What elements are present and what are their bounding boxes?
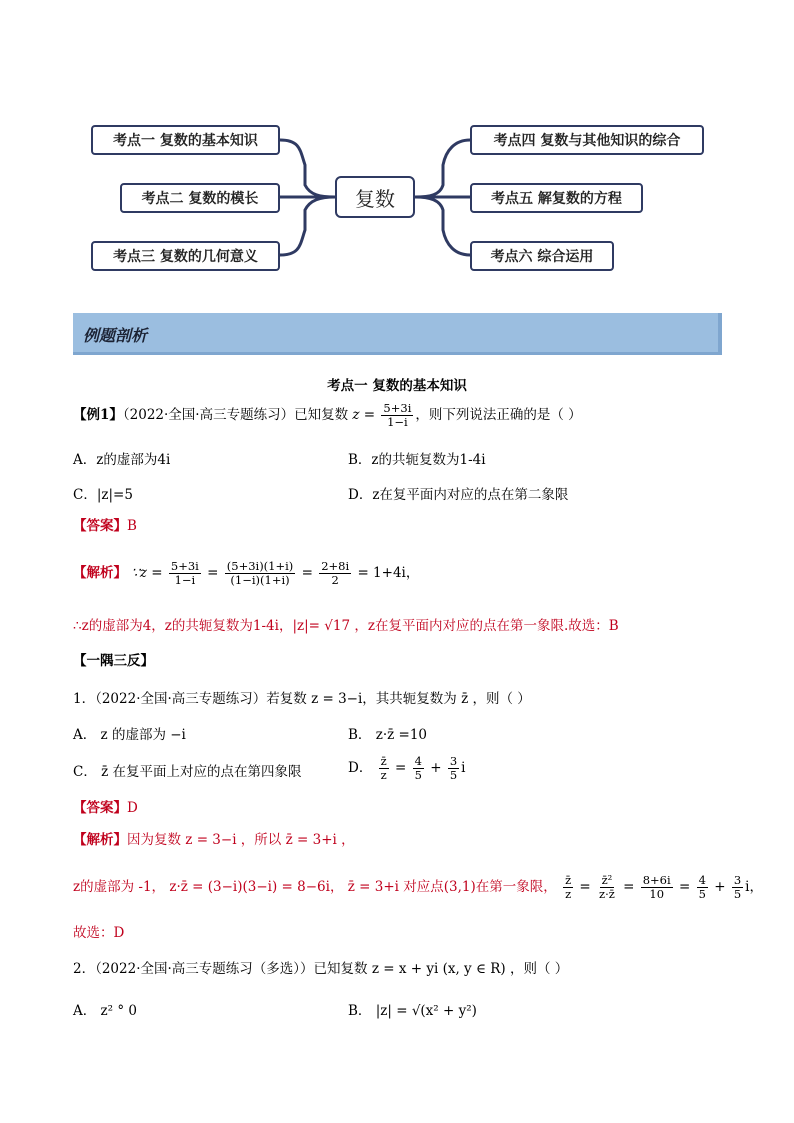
mindmap-node-right-6: 考点六 综合运用: [470, 241, 614, 271]
section-banner: [73, 313, 722, 355]
example1-analysis-tag: 【解析】: [73, 565, 127, 581]
example1-z: z =: [352, 407, 376, 423]
mindmap-node-right-4: 考点四 复数与其他知识的综合: [470, 125, 704, 155]
example1-analysis: 【解析】 ∵z = $\frac{5+3i}{1-i}$ = $\frac{(5+3i)(1+i)}{(1-i)(1+i)}$ = $\frac{2+8i}{2}$ = 1+4i，: [73, 559, 420, 587]
q1-option-c: C． z̄ 在复平面上对应的点在第四象限: [73, 764, 302, 780]
q2-stem: 2．（2022·全国·高三专题练习（多选））已知复数 z = x + yi (x, y ∈ R) ，则（ ）: [73, 961, 569, 977]
example1-answer: 【答案】B: [73, 518, 137, 534]
example1-fraction: $\frac{5+3i}{1-i}$: [383, 401, 412, 429]
example1-tail: ，则下列说法正确的是（ ）: [415, 407, 582, 423]
example1-source: （2022·全国·高三专题练习）已知复数: [122, 407, 349, 423]
mindmap-center-node: 复数: [335, 176, 415, 218]
q1-answer: 【答案】D: [73, 800, 138, 816]
example1-option-d: D．z在复平面内对应的点在第二象限: [348, 487, 569, 503]
section-banner-label: 例题剖析: [83, 326, 148, 345]
q2-option-a: A． z² ° 0: [73, 1003, 137, 1019]
example1-conclusion: ∴z的虚部为4，z的共轭复数为1-4i，|z|= √17 ，z在复平面内对应的点在第一象限.故选：B: [73, 618, 619, 634]
mindmap-node-right-5: 考点五 解复数的方程: [470, 183, 643, 213]
q1-analysis-line1: 【解析】因为复数 z = 3−i ，所以 z̄ = 3+i ，: [73, 832, 355, 848]
section-title: 考点一 复数的基本知识: [327, 378, 467, 394]
q1-option-d: D． $\frac{z̄}{z}$ = $\frac{4}{5}$ + $\frac{3}{5}$ i: [348, 754, 466, 782]
example1-option-c: C．|z|=5: [73, 487, 133, 503]
q1-analysis-line2: z的虚部为 -1， z·z̄ = (3−i)(3−i) = 8−6i， z̄ = 3+i 对应点(3,1)在第一象限， $\frac{z̄}{z}$ = $\frac{\text{z̄²}}{z\cdot z̄}$ = $\frac{8+6i}{10}$ = $\frac{4}{5}$ + $\frac{3}{5}$ i，: [73, 873, 763, 901]
example1-tag: 【例1】: [73, 407, 123, 423]
mindmap-node-left-2: 考点二 复数的模长: [120, 183, 280, 213]
q1-option-a: A． z 的虚部为 −i: [73, 727, 186, 743]
example1-option-b: B．z的共轭复数为1-4i: [348, 452, 486, 468]
yiju-heading: 【一隅三反】: [73, 653, 154, 669]
mindmap-node-left-3: 考点三 复数的几何意义: [91, 241, 280, 271]
q2-option-b: B． |z| = √(x² + y²): [348, 1003, 477, 1019]
mindmap-node-left-1: 考点一 复数的基本知识: [91, 125, 280, 155]
q1-stem: 1．（2022·全国·高三专题练习）若复数 z = 3−i，其共轭复数为 z̄ ，则（ ）: [73, 691, 531, 707]
q1-final: 故选：D: [73, 925, 125, 941]
example1-stem: [73, 402, 582, 429]
q1-option-b: B． z·z̄ =10: [348, 727, 428, 743]
example1-option-a: A．z的虚部为4i: [73, 452, 171, 468]
